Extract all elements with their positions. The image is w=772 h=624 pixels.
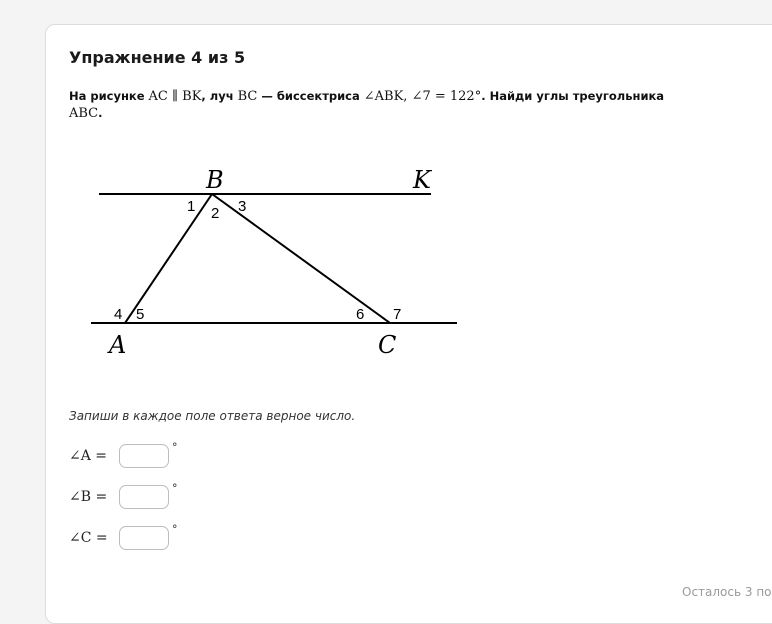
point-label-b: B xyxy=(206,166,224,194)
geometry-figure xyxy=(84,155,464,365)
degree-sign-a: ° xyxy=(172,441,178,454)
math-ac-parallel-bk: AC ∥ BK xyxy=(148,89,202,104)
answer-row-a xyxy=(69,443,178,469)
question-middle2: — биссектриса xyxy=(257,89,364,103)
angle-label-6: 6 xyxy=(356,306,365,323)
answer-input-b[interactable] xyxy=(119,485,169,509)
answer-label-c: ∠C = xyxy=(69,530,108,546)
point-label-c: C xyxy=(378,331,397,359)
math-bc: BC xyxy=(237,89,258,104)
degree-sign-c: ° xyxy=(172,523,178,536)
answer-label-a: ∠A = xyxy=(69,448,108,464)
angle-label-2: 2 xyxy=(211,205,220,222)
math-angle-abk: ∠ABK xyxy=(363,89,404,104)
angle-label-3: 3 xyxy=(238,198,247,215)
answer-row-c xyxy=(69,525,178,551)
question-text xyxy=(69,88,669,122)
angle-label-4: 4 xyxy=(114,306,123,323)
answer-label-b: ∠B = xyxy=(69,489,108,505)
point-label-a: A xyxy=(109,331,127,359)
question-middle1: , луч xyxy=(201,89,238,103)
answer-row-b xyxy=(69,484,178,510)
angle-label-7: 7 xyxy=(393,306,402,323)
math-abc: ABC xyxy=(69,106,99,121)
exercise-card xyxy=(45,24,772,624)
degree-sign-b: ° xyxy=(172,482,178,495)
question-middle3: . Найди углы треугольника xyxy=(481,89,665,103)
question-end: . xyxy=(98,106,103,120)
segment-ab xyxy=(125,194,212,323)
exercise-title: Упражнение 4 из 5 xyxy=(69,48,246,67)
answer-input-a[interactable] xyxy=(119,444,169,468)
math-comma: , xyxy=(403,89,412,104)
angle-label-5: 5 xyxy=(136,306,145,323)
math-angle7: ∠7 = 122° xyxy=(411,89,482,104)
angle-label-1: 1 xyxy=(187,198,196,215)
answer-input-c[interactable] xyxy=(119,526,169,550)
remaining-attempts-text: Осталось 3 по xyxy=(682,585,772,599)
question-prefix: На рисунке xyxy=(69,89,149,103)
instruction-text: Запиши в каждое поле ответа верное число. xyxy=(69,409,356,423)
point-label-k: K xyxy=(413,166,431,194)
